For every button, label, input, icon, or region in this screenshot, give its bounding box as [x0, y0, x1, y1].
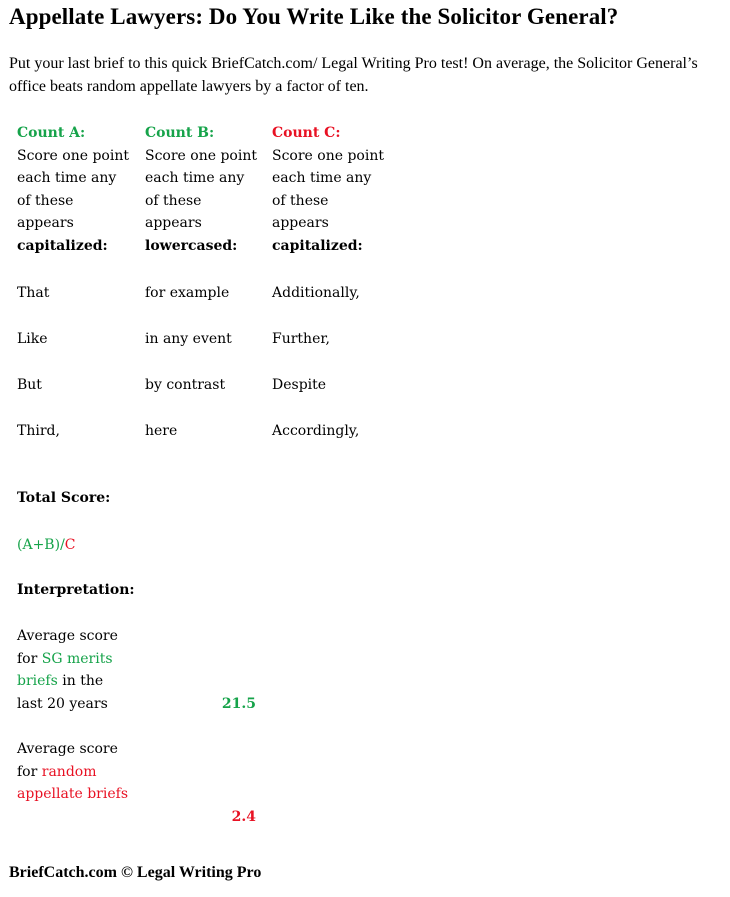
count-c-item: Further,	[272, 331, 330, 347]
formula-close: )/	[54, 537, 65, 553]
total-score-label: Total Score:	[17, 490, 111, 506]
page-title: Appellate Lawyers: Do You Write Like the Solicitor General?	[9, 4, 619, 29]
count-b-description	[145, 145, 257, 258]
count-b-item: here	[145, 423, 178, 439]
count-c-item: Additionally,	[272, 285, 360, 301]
count-b-desc-emph: lowercased:	[145, 237, 238, 254]
sg-score-description	[17, 625, 129, 715]
count-b-desc-text: Score one point each time any of these appears	[145, 147, 257, 232]
sg-prefix: Average score for	[17, 628, 118, 667]
random-score-value: 2.4	[231, 809, 256, 825]
count-a-desc-text: Score one point each time any of these appears	[17, 147, 129, 232]
count-a-item: Like	[17, 331, 48, 347]
intro-paragraph: Put your last brief to this quick BriefCatch.com/ Legal Writing Pro test! On average, the Solicitor General’s office beats random appellate lawyers by a factor of ten.	[9, 55, 698, 95]
sg-suffix: in the last 20 years	[17, 673, 108, 712]
count-a-item: That	[17, 285, 50, 301]
count-c-desc-emph: capitalized:	[272, 237, 363, 254]
count-b-column	[145, 122, 275, 439]
random-prefix: Average score for	[17, 741, 118, 780]
count-b-heading: Count B:	[145, 125, 215, 141]
count-c-description	[272, 145, 384, 258]
count-a-item: Third,	[17, 423, 60, 439]
footer-credit: BriefCatch.com © Legal Writing Pro	[9, 864, 262, 881]
random-highlight: random appellate briefs	[17, 763, 129, 803]
count-b-item: in any event	[145, 331, 232, 347]
formula-c: C	[64, 537, 76, 553]
count-a-item: But	[17, 377, 42, 393]
count-b-item: by contrast	[145, 377, 226, 393]
count-c-column	[272, 122, 402, 439]
total-score-formula	[17, 534, 76, 557]
count-c-item: Accordingly,	[272, 423, 360, 439]
count-a-heading: Count A:	[17, 125, 86, 141]
count-c-heading: Count C:	[272, 125, 341, 141]
formula-open: (	[17, 537, 23, 553]
count-a-column	[17, 122, 147, 439]
sg-highlight: SG merits briefs	[17, 650, 113, 690]
interpretation-label: Interpretation:	[17, 582, 135, 598]
sg-score-value: 21.5	[221, 696, 256, 712]
count-c-item: Despite	[272, 377, 327, 393]
count-c-desc-text: Score one point each time any of these appears	[272, 147, 384, 232]
random-score-description	[17, 738, 129, 806]
count-a-description	[17, 145, 129, 258]
count-b-item: for example	[145, 285, 230, 301]
formula-ab: A+B	[22, 537, 55, 553]
count-a-desc-emph: capitalized:	[17, 237, 108, 254]
